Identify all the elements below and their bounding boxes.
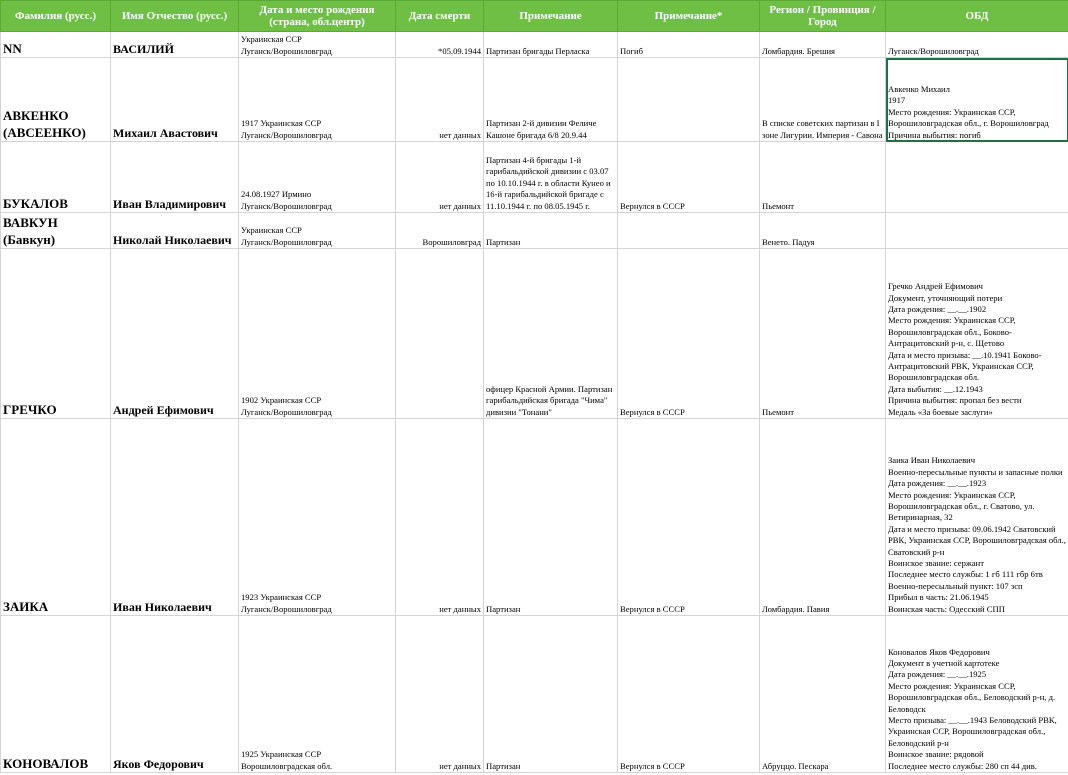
column-header-surname[interactable]: Фамилия (русс.) (1, 1, 111, 32)
cell-death[interactable]: Ворошиловград (396, 213, 484, 249)
table-row (1, 249, 1068, 419)
cell-birth[interactable]: Украинская ССР Луганск/Ворошиловград (239, 213, 396, 249)
column-header-note[interactable]: Примечание (484, 1, 618, 32)
cell-surname[interactable]: ГРЕЧКО (1, 249, 111, 419)
cell-note2[interactable]: Вернулся в СССР (618, 142, 760, 213)
cell-birth[interactable]: 1925 Украинская ССР Ворошиловградская обл. (239, 616, 396, 773)
cell-region[interactable]: Пьемонт (760, 249, 886, 419)
cell-death[interactable]: нет данных (396, 616, 484, 773)
cell-region[interactable]: Ломбардия. Павия (760, 419, 886, 616)
table-row (1, 58, 1068, 142)
cell-death[interactable]: нет данных (396, 142, 484, 213)
cell-obd-selected[interactable]: Авкенко Михаил 1917 Место рождения: Украинская ССР, Ворошиловградская обл., г. Ворошиловград Причина выбытия: погиб (886, 58, 1068, 142)
cell-death[interactable]: *05.09.1944 (396, 32, 484, 58)
header-row (1, 1, 1068, 32)
cell-region[interactable]: Венето. Падуя (760, 213, 886, 249)
cell-surname[interactable]: ВАВКУН (Бавкун) (1, 213, 111, 249)
cell-birth[interactable]: 24.08.1927 Ирмино Луганск/Ворошиловград (239, 142, 396, 213)
cell-obd[interactable]: Гречко Андрей Ефимович Документ, уточняющий потери Дата рождения: __.__.1902 Место рождения: Украинская ССР, Ворошиловградская обл., Боково-Антрацитовский р-н, с. Щетово Дата и место призыва: __.10.1941 Боково-Антрацитовский РВК, Украинская ССР, Ворошиловградская обл. Дата выбытия: __.12.1943 Причина выбытия: пропал без вести Медаль «За боевые заслуги» (886, 249, 1068, 419)
column-header-name[interactable]: Имя Отчество (русс.) (111, 1, 239, 32)
column-header-region[interactable]: Регион / Провинция / Город (760, 1, 886, 32)
cell-note[interactable]: Партизан (484, 616, 618, 773)
cell-name[interactable]: Николай Николаевич (111, 213, 239, 249)
cell-obd[interactable] (886, 142, 1068, 213)
column-header-obd[interactable]: ОБД (886, 1, 1068, 32)
column-header-death[interactable]: Дата смерти (396, 1, 484, 32)
cell-name[interactable]: ВАСИЛИЙ (111, 32, 239, 58)
cell-region[interactable]: Пьемонт (760, 142, 886, 213)
cell-note2[interactable]: Вернулся в СССР (618, 616, 760, 773)
cell-note[interactable]: офицер Красной Армии. Партизан гарибальдийская бригада "Чима" дивизии "Тонани" (484, 249, 618, 419)
cell-death[interactable] (396, 249, 484, 419)
cell-note[interactable]: Партизан (484, 213, 618, 249)
table-row (1, 213, 1068, 249)
cell-surname[interactable]: ЗАИКА (1, 419, 111, 616)
cell-birth[interactable]: 1902 Украинская ССР Луганск/Ворошиловград (239, 249, 396, 419)
cell-note[interactable]: Партизан 4-й бригады 1-й гарибальдийской дивизии с 03.07 по 10.10.1944 г. в области Кунео и 16-й гарибальдийской бригаде с 11.10.1944 г. по 08.05.1945 г. (484, 142, 618, 213)
cell-note2[interactable] (618, 213, 760, 249)
cell-note2[interactable]: Вернулся в СССР (618, 419, 760, 616)
cell-note2[interactable]: Погиб (618, 32, 760, 58)
cell-note2[interactable]: Вернулся в СССР (618, 249, 760, 419)
cell-name[interactable]: Михаил Авастович (111, 58, 239, 142)
cell-region[interactable]: Абруццо. Пескара (760, 616, 886, 773)
cell-surname[interactable]: NN (1, 32, 111, 58)
cell-death[interactable]: нет данных (396, 58, 484, 142)
cell-name[interactable]: Андрей Ефимович (111, 249, 239, 419)
cell-obd[interactable] (886, 213, 1068, 249)
column-header-birth[interactable]: Дата и место рождения (страна, обл.центр) (239, 1, 396, 32)
cell-note[interactable]: Партизан бригады Перласка (484, 32, 618, 58)
cell-birth[interactable]: Украинская ССР Луганск/Ворошиловград (239, 32, 396, 58)
cell-note[interactable]: Партизан 2-й дивизии Феличе Кашоне бригада 6/8 20.9.44 (484, 58, 618, 142)
cell-obd[interactable]: Заика Иван Николаевич Военно-пересыльные пункты и запасные полки Дата рождения: __.__.1923 Место рождения: Украинская ССР, Ворошиловградская обл., г. Сватово, ул. Ветиринарная, 32 Дата и место призыва: 09.06.1942 Сватовский РВК, Украинская ССР, Ворошиловградская обл., Сватовский р-н Воинское звание: сержант Последнее место службы: 1 гб 111 гбр 6тв Военно-пересыльный пункт: 107 зсп Прибыл в часть: 21.06.1945 Воинская часть: Одесский СПП (886, 419, 1068, 616)
cell-birth[interactable]: 1917 Украинская ССР Луганск/Ворошиловград (239, 58, 396, 142)
table-row (1, 142, 1068, 213)
cell-region[interactable]: Ломбардия. Брешия (760, 32, 886, 58)
cell-region[interactable]: В списке советских партизан в I зоне Лигурии. Империя - Савона (760, 58, 886, 142)
cell-obd[interactable]: Луганск/Ворошиловград (886, 32, 1068, 58)
cell-birth[interactable]: 1923 Украинская ССР Луганск/Ворошиловград (239, 419, 396, 616)
table-row (1, 32, 1068, 58)
cell-name[interactable]: Иван Владимирович (111, 142, 239, 213)
table-row (1, 419, 1068, 616)
cell-name[interactable]: Иван Николаевич (111, 419, 239, 616)
cell-surname[interactable]: АВКЕНКО (АВСЕЕНКО) (1, 58, 111, 142)
cell-obd[interactable]: Коновалов Яков Федорович Документ в учетной картотеке Дата рождения: __.__.1925 Место рождения: Украинская ССР, Ворошиловградская обл., Беловодский р-н, д. Беловодск Место призыва: __.__.1943 Беловодский РВК, Украинская ССР, Ворошиловградская обл., Беловодский р-н Воинское звание: рядовой Последнее место службы: 280 сп 44 див. (886, 616, 1068, 773)
cell-name[interactable]: Яков Федорович (111, 616, 239, 773)
cell-surname[interactable]: КОНОВАЛОВ (1, 616, 111, 773)
cell-death[interactable]: нет данных (396, 419, 484, 616)
cell-note[interactable]: Партизан (484, 419, 618, 616)
cell-surname[interactable]: БУКАЛОВ (1, 142, 111, 213)
table-row (1, 616, 1068, 773)
column-header-note2[interactable]: Примечание* (618, 1, 760, 32)
cell-note2[interactable] (618, 58, 760, 142)
